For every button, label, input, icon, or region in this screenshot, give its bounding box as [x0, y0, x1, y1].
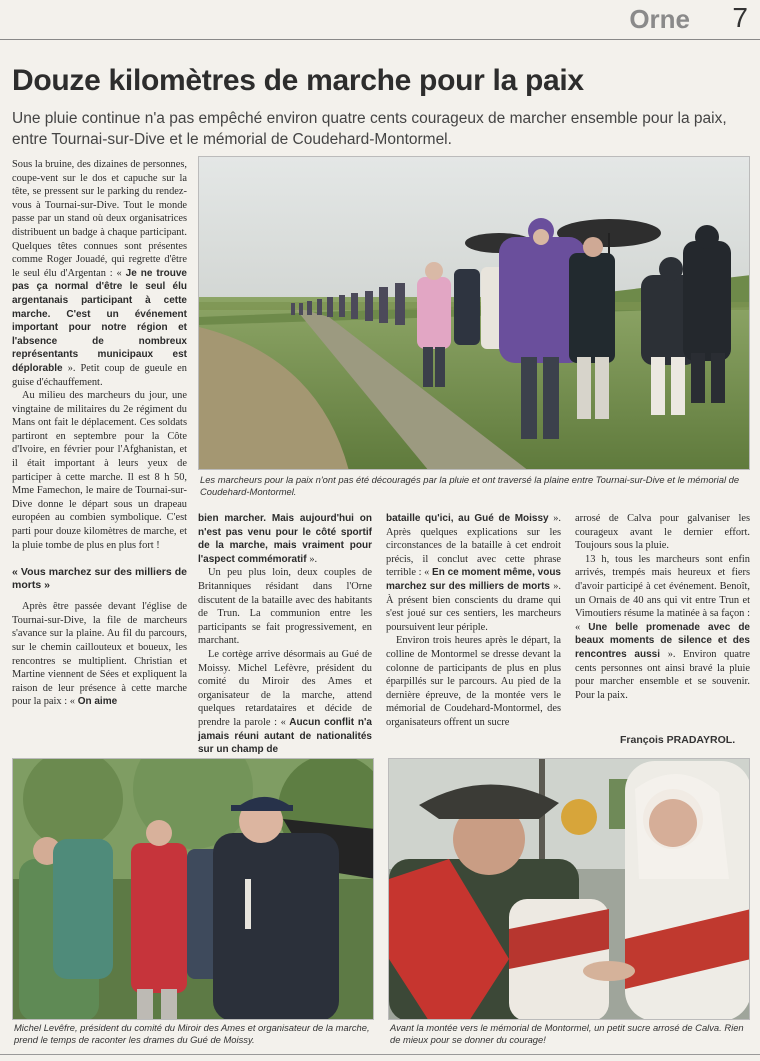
paragraph: Sous la bruine, des dizaines de personnes, coupe-vent sur le dos et capuche sur la tête, se pressent sur le parking du rendez-vous à Tournai-sur-Dive. Tout le monde passe par un stand où deux organisatrices distribuent un badge à chaque participant. Quelques têtes connues sont présentes comme Roger Jouadé, qui regrette d'être le seul élu d'Argentan : « Je ne trouve pas ça normal d'être le seul élu argentanais participant à cette marche. C'est un événement important pour notre région et l'absence de nombreux représentants municipaux est déplorable ». Petit coup de gueule en guise d'échauffement. [12, 159, 187, 388]
subheading: « Vous marchez sur des milliers de morts » [12, 566, 187, 592]
photo-michel-lefevre [12, 758, 374, 1020]
paragraph: Un peu plus loin, deux couples de Britanniques résidant dans l'Orne discutent de la bataille avec des habitants de Trun. La communion entre les participants se fait progressivement, en marchant. [198, 567, 372, 647]
main-photo-caption: Les marcheurs pour la paix n'ont pas été découragés par la pluie et ont traversé la plaine entre Tournai-sur-Dive et le mémorial de Coudehard-Montormel. [200, 474, 740, 497]
page-header [0, 0, 760, 40]
right-photo-caption: Avant la montée vers le mémorial de Montormel, un petit sucre arrosé de Calva. Rien de mieux pour se donner du courage! [390, 1022, 744, 1045]
photo-sugar-calva [388, 758, 750, 1020]
column-2 [198, 512, 372, 757]
paragraph: 13 h, tous les marcheurs sont enfin arrivés, trempés mais heureux et fiers d'avoir participé à cet événement. Benoît, un Ornais de 40 ans qui vit entre Trun et Vimoutiers résume la matinée à sa façon : « Une belle promenade avec de beaux moments de silence et des rencontres aussi ». Environ quatre cents personnes ont ainsi bravé la pluie pour marcher ensemble et se souvenir. Pour la paix. [575, 553, 750, 701]
page-number: 7 [732, 2, 748, 33]
article-standfirst: Une pluie continue n'a pas empêché environ quatre cents courageux de marcher ensemble pour la paix, entre Tournai-sur-Dive et le mémorial de Coudehard-Montormel. [12, 110, 727, 148]
marchers-on-path-illustration [199, 157, 750, 470]
section-name: Orne [629, 4, 690, 34]
column-4 [575, 512, 750, 702]
column-1 [12, 158, 187, 709]
sugar-offering-illustration [389, 759, 750, 1020]
article-headline: Douze kilomètres de marche pour la paix [12, 64, 584, 97]
bottom-rule [0, 1054, 760, 1055]
organiser-group-illustration [13, 759, 374, 1020]
paragraph: Environ trois heures après le départ, la colline de Montormel se dresse devant la colonne de participants de plus en plus éparpillés sur le parcours. Au pied de la dernière épreuve, de la montée vers le mémorial de Coudehard-Montormel, des organisateurs offrent un sucre [386, 635, 561, 728]
left-photo-caption: Michel Levêfre, président du comité du Miroir des Ames et organisateur de la marche, prend le temps de raconter les drames du Gué de Moissy. [14, 1022, 370, 1045]
paragraph: Le cortège arrive désormais au Gué de Moissy. Michel Lefèvre, président du comité du Miroir des Ames et organisateur de la marche, attend quelques retardataires et décide de prendre la parole : « Aucun conflit n'a jamais réuni autant de nationalités sur un champ de [198, 648, 372, 756]
paragraph: Au milieu des marcheurs du jour, une vingtaine de militaires du 2e régiment du Mans ont fait le déplacement. Ces soldats partiront en septembre pour la Côte d'Ivoire, en février pour l'Afghanistan, et il était important à leurs yeux de participer à cette marche. Il est 8 h 50, Mme Famechon, le maire de Tournai-sur-Dive donne le départ sous un drapeau européen au combien symbolique. C'est parti pour douze kilomètres de marche, et la pluie tombe de plus en plus fort ! [12, 390, 187, 551]
main-photo-marchers [198, 156, 750, 470]
author-signature: François PRADAYROL. [620, 734, 736, 746]
paragraph: bien marcher. Mais aujourd'hui on n'est pas venu pour le côté sportif de la marche, mais vraiment pour l'aspect commémoratif ». [198, 513, 372, 565]
paragraph: Après être passée devant l'église de Tournai-sur-Dive, la file de marcheurs s'avance sur la plaine. Au fil du parcours, sur le chemin caillouteux et boueux, les rencontres se multiplient. Christian et Martine viennent de Sées et expliquent la raison de leur présence à cette marche pour la paix : « On aime [12, 601, 187, 708]
paragraph: arrosé de Calva pour galvaniser les courageux avant le dernier effort. Toujours sous la pluie. [575, 513, 750, 552]
paragraph: bataille qu'ici, au Gué de Moissy ». Après quelques explications sur les circonstances de la bataille à cet endroit précis, il conclut avec cette phrase terrible : « En ce moment même, vous marchez sur des milliers de morts ». À présent bien conscients du drame qui s'est joué sur ces sentiers, les marcheurs poursuivent leur périple. [386, 513, 561, 633]
column-3 [386, 512, 561, 730]
